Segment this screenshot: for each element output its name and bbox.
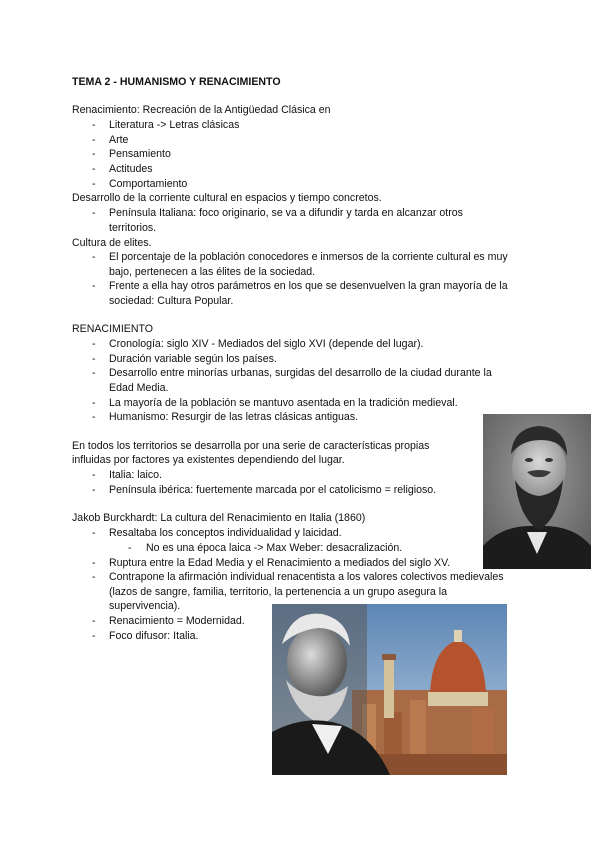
bullet: - (92, 469, 96, 481)
section1-cultura: Cultura de elites. (72, 237, 152, 249)
bullet: - (92, 353, 96, 365)
list-item: Pensamiento (109, 148, 171, 160)
bullet: - (92, 207, 96, 219)
bullet: - (92, 615, 96, 627)
list-item: Foco difusor: Italia. (109, 630, 199, 642)
bullet: - (92, 367, 96, 379)
bullet: - (92, 119, 96, 131)
bullet: - (92, 397, 96, 409)
bullet: - (92, 571, 96, 583)
list-item: Ruptura entre la Edad Media y el Renacimiento a mediados del siglo XV. (109, 557, 451, 569)
list-item: Literatura -> Letras clásicas (109, 119, 240, 131)
section4-heading: Jakob Burckhardt: La cultura del Renacimiento en Italia (1860) (72, 512, 366, 524)
list-item: Renacimiento = Modernidad. (109, 615, 245, 627)
list-item: Contrapone la afirmación individual renacentista a los valores colectivos medievales (109, 571, 504, 583)
bullet: - (92, 338, 96, 350)
portrait-photo (483, 414, 591, 569)
florence-collage-photo (272, 604, 507, 775)
list-item: Península ibérica: fuertemente marcada por el catolicismo = religioso. (109, 484, 437, 496)
bullet: - (92, 557, 96, 569)
list-item-cont: supervivencia). (109, 600, 181, 612)
list-item-cont: (lazos de sangre, familia, territorio, la pertenencia a un grupo asegura la (109, 586, 448, 598)
section3-intro: En todos los territorios se desarrolla por una serie de características propias (72, 440, 430, 452)
list-item: Italia: laico. (109, 469, 162, 481)
list-item-cont: territorios. (109, 222, 157, 234)
bullet: - (92, 411, 96, 423)
page-title: TEMA 2 - HUMANISMO Y RENACIMIENTO (72, 76, 281, 88)
bullet: - (92, 148, 96, 160)
sub-list-item: No es una época laica -> Max Weber: desacralización. (146, 542, 403, 554)
list-item: La mayoría de la población se mantuvo asentada en la tradición medieval. (109, 397, 458, 409)
list-item: Humanismo: Resurgir de las letras clásicas antiguas. (109, 411, 359, 423)
section2-heading: RENACIMIENTO (72, 323, 154, 335)
section3-intro-cont: influidas por factores ya existentes dependiendo del lugar. (72, 454, 345, 466)
bullet: - (92, 527, 96, 539)
list-item-cont: sociedad: Cultura Popular. (109, 295, 234, 307)
bullet: - (92, 280, 96, 292)
section1-desarrollo: Desarrollo de la corriente cultural en espacios y tiempo concretos. (72, 192, 382, 204)
list-item: Arte (109, 134, 129, 146)
list-item-cont: Edad Media. (109, 382, 169, 394)
list-item: Duración variable según los países. (109, 353, 277, 365)
list-item: Frente a ella hay otros parámetros en los que se desenvuelven la gran mayoría de la (109, 280, 508, 292)
list-item: Desarrollo entre minorías urbanas, surgidas del desarrollo de la ciudad durante la (109, 367, 492, 379)
bullet: - (92, 630, 96, 642)
bullet: - (92, 134, 96, 146)
list-item: Actitudes (109, 163, 153, 175)
list-item: Comportamiento (109, 178, 188, 190)
bullet: - (92, 178, 96, 190)
list-item-cont: bajo, pertenecen a las élites de la sociedad. (109, 266, 316, 278)
bullet: - (92, 484, 96, 496)
list-item: Cronología: siglo XIV - Mediados del siglo XVI (depende del lugar). (109, 338, 424, 350)
bullet: - (92, 163, 96, 175)
section1-intro: Renacimiento: Recreación de la Antigüedad Clásica en (72, 104, 331, 116)
bullet: - (128, 542, 132, 554)
list-item: Península Italiana: foco originario, se va a difundir y tarda en alcanzar otros (109, 207, 463, 219)
list-item: El porcentaje de la población conocedores e inmersos de la corriente cultural es muy (109, 251, 508, 263)
list-item: Resaltaba los conceptos individualidad y laicidad. (109, 527, 342, 539)
bullet: - (92, 251, 96, 263)
